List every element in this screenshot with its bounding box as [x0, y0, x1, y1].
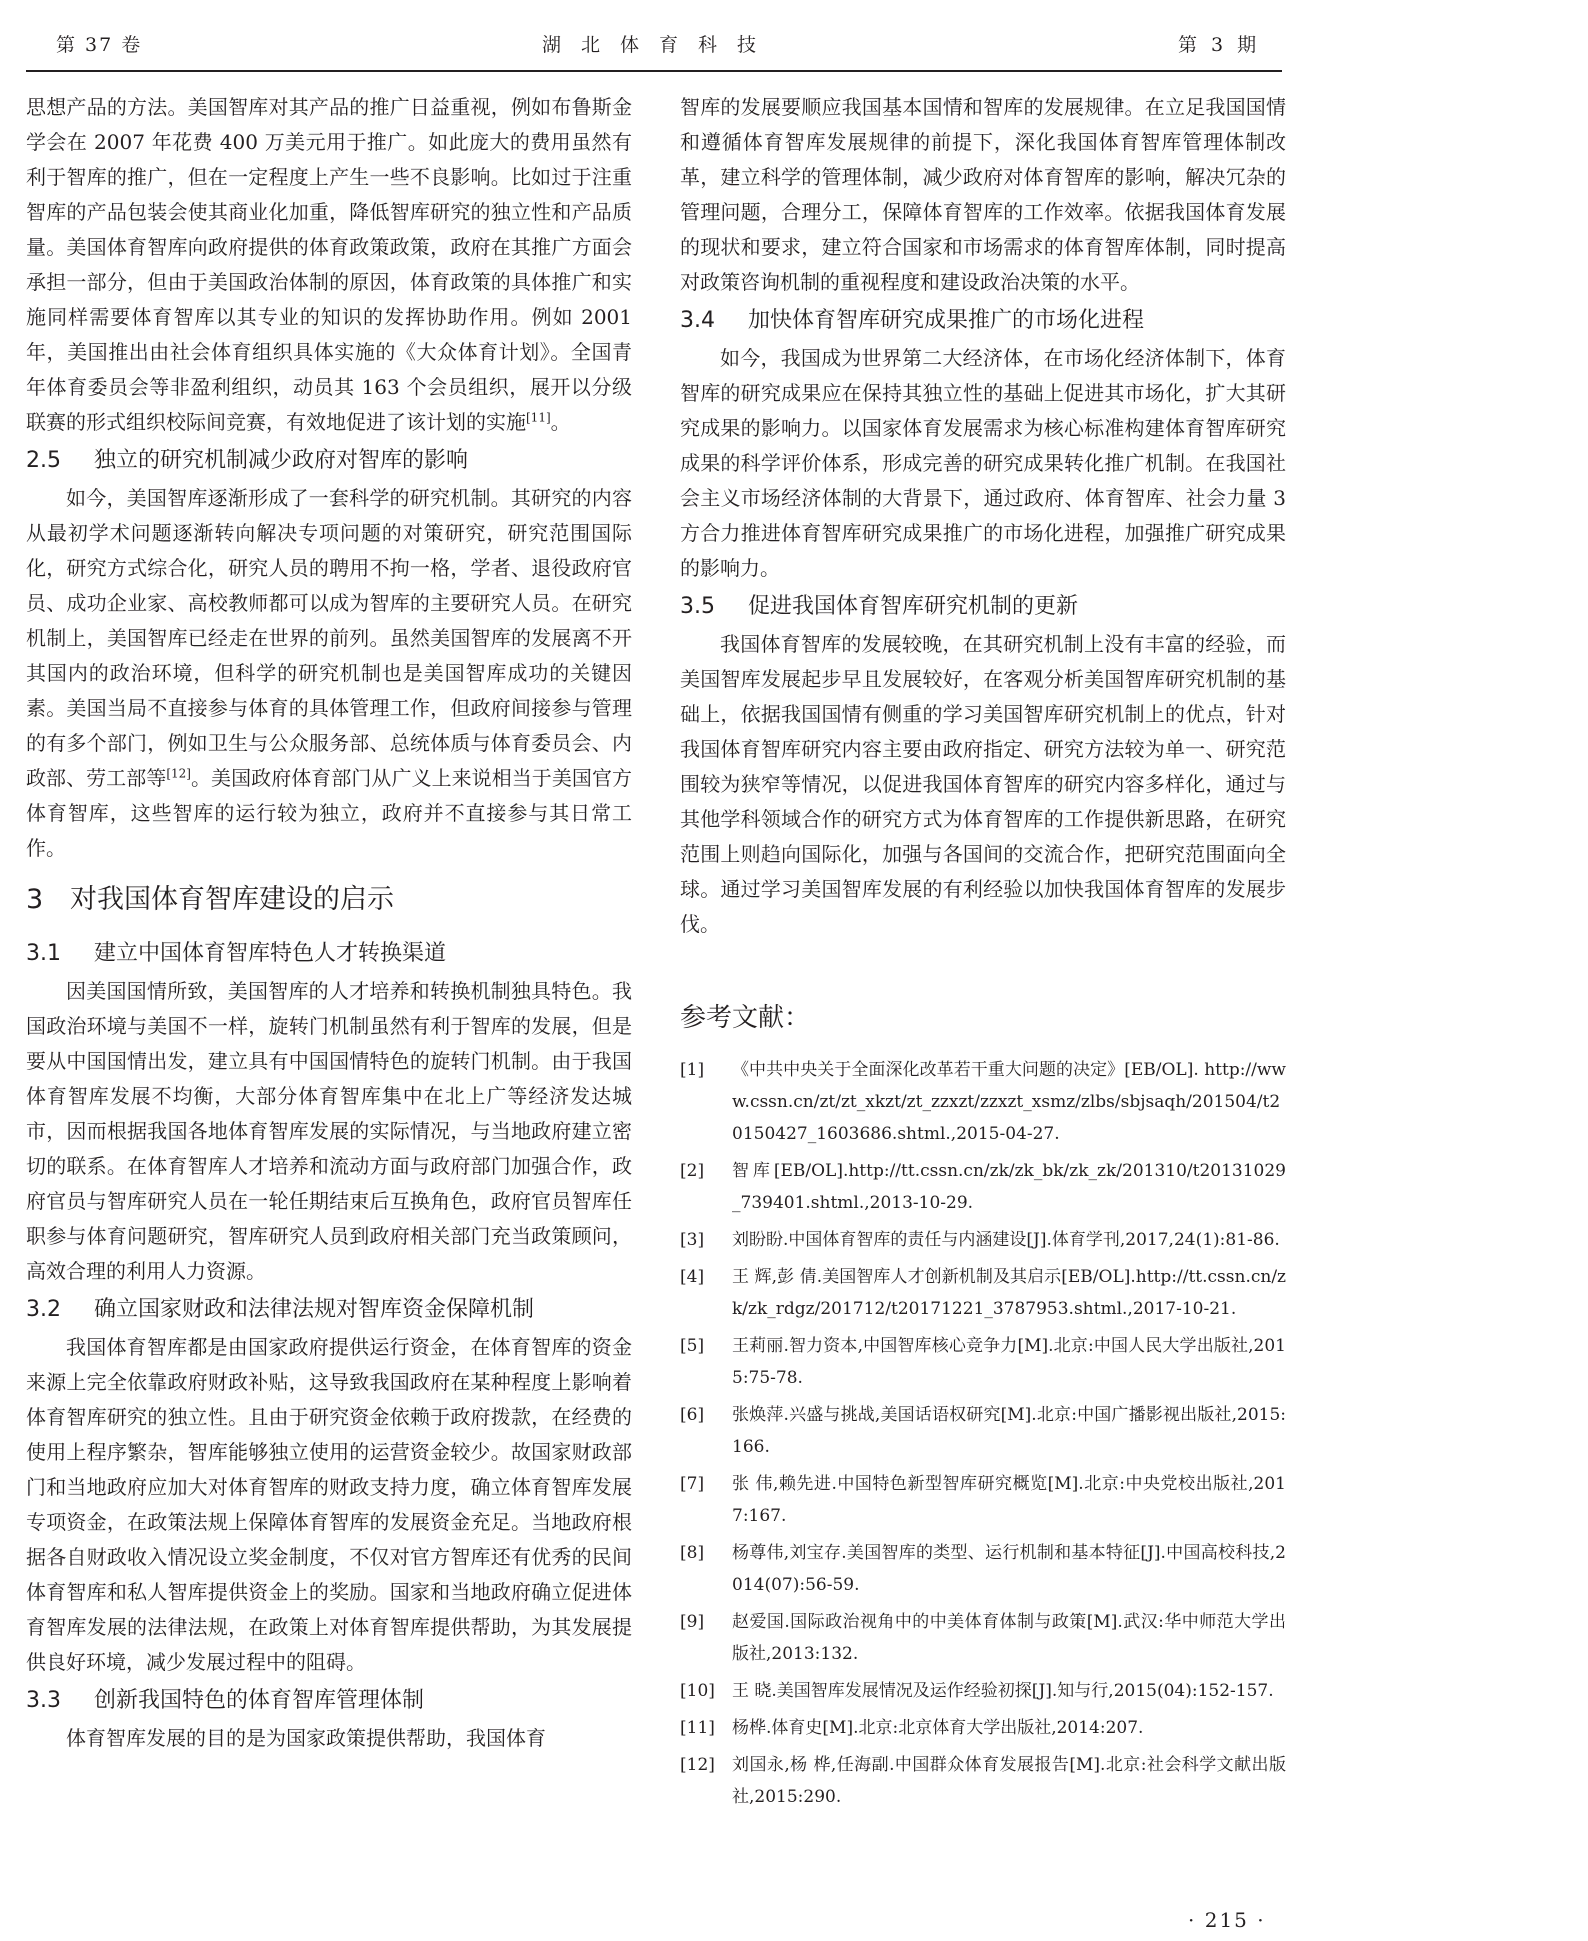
- reference-item: [4] 王 辉,彭 倩.美国智库人才创新机制及其启示[EB/OL].http://tt.cssn.cn/zk/zk_rdgz/201712/t20171221_3787953.shtml.,2017-10-21.: [680, 1267, 1286, 1319]
- reference-item: [7] 张 伟,赖先进.中国特色新型智库研究概览[M].北京:中央党校出版社,2017:167.: [680, 1474, 1286, 1526]
- header-issue: 第 3 期: [1178, 34, 1261, 56]
- running-header: [0, 0, 1282, 72]
- reference-item: [2] 智库[EB/OL].http://tt.cssn.cn/zk/zk_bk/zk_zk/201310/t20131029_739401.shtml.,2013-10-29.: [680, 1161, 1286, 1213]
- references-title: 参考文献：: [680, 1003, 811, 1033]
- reference-item: [12] 刘国永,杨 桦,任海副.中国群众体育发展报告[M].北京:社会科学文献出版社,2015:290.: [680, 1755, 1286, 1807]
- body-paragraph: 思想产品的方法。美国智库对其产品的推广日益重视，例如布鲁斯金学会在 2007 年花费 400 万美元用于推广。如此庞大的费用虽然有利于智库的推广，但在一定程度上产生一些不良影响。比如过于注重智库的产品包装会使其商业化加重，降低智库研究的独立性和产品质量。美国体育智库向政府提供的体育政策政策，政府在其推广方面会承担一部分，但由于美国政治体制的原因，体育政策的具体推广和实施同样需要体育智库以其专业的知识的发挥协助作用。例如 2001 年，美国推出由社会体育组织具体实施的《大众体育计划》。全国青年体育委员会等非盈利组织，动员其 163 个会员组织，展开以分级联赛的形式组织校际间竞赛，有效地促进了该计划的实施[11]。: [26, 95, 632, 434]
- section-heading-3-2: 3.2 确立国家财政和法律法规对智库资金保障机制: [26, 1297, 535, 1322]
- reference-item: [6] 张焕萍.兴盛与挑战,美国话语权研究[M].北京:中国广播影视出版社,2015:166.: [680, 1405, 1286, 1457]
- header-journal-title: 湖北体育科技: [542, 34, 777, 56]
- body-paragraph: 因美国国情所致，美国智库的人才培养和转换机制独具特色。我国政治环境与美国不一样，旋转门机制虽然有利于智库的发展，但是要从中国国情出发，建立具有中国国情特色的旋转门机制。由于我国体育智库发展不均衡，大部分体育智库集中在北上广等经济发达城市，因而根据我国各地体育智库发展的实际情况，与当地政府建立密切的联系。在体育智库人才培养和流动方面与政府部门加强合作，政府官员与智库研究人员在一轮任期结束后互换角色，政府官员智库任职参与体育问题研究，智库研究人员到政府相关部门充当政策顾问，高效合理的利用人力资源。: [26, 979, 632, 1283]
- reference-list: [680, 1054, 1286, 1813]
- header-rule: [26, 70, 1282, 72]
- reference-item: [11] 杨桦.体育史[M].北京:北京体育大学出版社,2014:207.: [680, 1718, 1144, 1738]
- reference-item: [10] 王 晓.美国智库发展情况及运作经验初探[J].知与行,2015(04):152-157.: [680, 1681, 1274, 1701]
- section-heading-3-1: 3.1 建立中国体育智库特色人才转换渠道: [26, 941, 447, 966]
- citation-marker: [11]: [526, 410, 551, 425]
- reference-item: [8] 杨尊伟,刘宝存.美国智库的类型、运行机制和基本特征[J].中国高校科技,2014(07):56-59.: [680, 1543, 1286, 1595]
- body-paragraph: 如今，美国智库逐渐形成了一套科学的研究机制。其研究的内容从最初学术问题逐渐转向解决专项问题的对策研究，研究范围国际化，研究方式综合化，研究人员的聘用不拘一格，学者、退役政府官员、成功企业家、高校教师都可以成为智库的主要研究人员。在研究机制上，美国智库已经走在世界的前列。虽然美国智库的发展离不开其国内的政治环境，但科学的研究机制也是美国智库成功的关键因素。美国当局不直接参与体育的具体管理工作，但政府间接参与管理的有多个部门，例如卫生与公众服务部、总统体质与体育委员会、内政部、劳工部等[12]。美国政府体育部门从广义上来说相当于美国官方体育智库，这些智库的运行较为独立，政府并不直接参与其日常工作。: [26, 486, 632, 860]
- right-column: [680, 90, 1286, 1818]
- citation-marker: [12]: [166, 766, 191, 781]
- section-heading-3: 3 对我国体育智库建设的启示: [26, 884, 394, 915]
- section-heading-2-5: 2.5 独立的研究机制减少政府对智库的影响: [26, 448, 469, 473]
- body-paragraph: 智库的发展要顺应我国基本国情和智库的发展规律。在立足我国国情和遵循体育智库发展规律的前提下，深化我国体育智库管理体制改革，建立科学的管理体制，减少政府对体育智库的影响，解决冗杂的管理问题，合理分工，保障体育智库的工作效率。依据我国体育发展的现状和要求，建立符合国家和市场需求的体育智库体制，同时提高对政策咨询机制的重视程度和建设政治决策的水平。: [680, 95, 1286, 294]
- left-column: [26, 90, 632, 1756]
- body-paragraph: 体育智库发展的目的是为国家政策提供帮助，我国体育: [66, 1726, 546, 1750]
- section-heading-3-5: 3.5 促进我国体育智库研究机制的更新: [680, 594, 1079, 619]
- reference-item: [3] 刘盼盼.中国体育智库的责任与内涵建设[J].体育学刊,2017,24(1):81-86.: [680, 1230, 1280, 1250]
- reference-item: [9] 赵爱国.国际政治视角中的中美体育体制与政策[M].武汉:华中师范大学出版社,2013:132.: [680, 1612, 1286, 1664]
- body-paragraph: 我国体育智库的发展较晚，在其研究机制上没有丰富的经验，而美国智库发展起步早且发展较好，在客观分析美国智库研究机制的基础上，依据我国国情有侧重的学习美国智库研究机制上的优点，针对我国体育智库研究内容主要由政府指定、研究方法较为单一、研究范围较为狭窄等情况，以促进我国体育智库的研究内容多样化，通过与其他学科领域合作的研究方式为体育智库的工作提供新思路，在研究范围上则趋向国际化，加强与各国间的交流合作，把研究范围面向全球。通过学习美国智库发展的有利经验以加快我国体育智库的发展步伐。: [680, 632, 1286, 936]
- section-heading-3-4: 3.4 加快体育智库研究成果推广的市场化进程: [680, 308, 1145, 333]
- reference-item: [5] 王莉丽.智力资本,中国智库核心竞争力[M].北京:中国人民大学出版社,2015:75-78.: [680, 1336, 1286, 1388]
- page-number: · 215 ·: [1188, 1908, 1266, 1932]
- section-heading-3-3: 3.3 创新我国特色的体育智库管理体制: [26, 1688, 425, 1713]
- body-paragraph: 如今，我国成为世界第二大经济体，在市场化经济体制下，体育智库的研究成果应在保持其独立性的基础上促进其市场化，扩大其研究成果的影响力。以国家体育发展需求为核心标准构建体育智库研究成果的科学评价体系，形成完善的研究成果转化推广机制。在我国社会主义市场经济体制的大背景下，通过政府、体育智库、社会力量 3 方合力推进体育智库研究成果推广的市场化进程，加强推广研究成果的影响力。: [680, 346, 1286, 580]
- body-paragraph: 我国体育智库都是由国家政府提供运行资金，在体育智库的资金来源上完全依靠政府财政补贴，这导致我国政府在某种程度上影响着体育智库研究的独立性。且由于研究资金依赖于政府拨款，在经费的使用上程序繁杂，智库能够独立使用的运营资金较少。故国家财政部门和当地政府应加大对体育智库的财政支持力度，确立体育智库发展专项资金，在政策法规上保障体育智库的发展资金充足。当地政府根据各自财政收入情况设立奖金制度，不仅对官方智库还有优秀的民间体育智库和私人智库提供资金上的奖励。国家和当地政府确立促进体育智库发展的法律法规，在政策上对体育智库提供帮助，为其发展提供良好环境，减少发展过程中的阻碍。: [26, 1335, 632, 1674]
- header-volume: 第 37 卷: [56, 34, 143, 56]
- reference-item: [1] 《中共中央关于全面深化改革若干重大问题的决定》[EB/OL]. http://www.cssn.cn/zt/zt_xkzt/zt_zzxzt/zzxzt_xsmz/zlbs/sbjsaqh/201504/t20150427_1603686.shtml.,2015-04-27.: [680, 1060, 1286, 1144]
